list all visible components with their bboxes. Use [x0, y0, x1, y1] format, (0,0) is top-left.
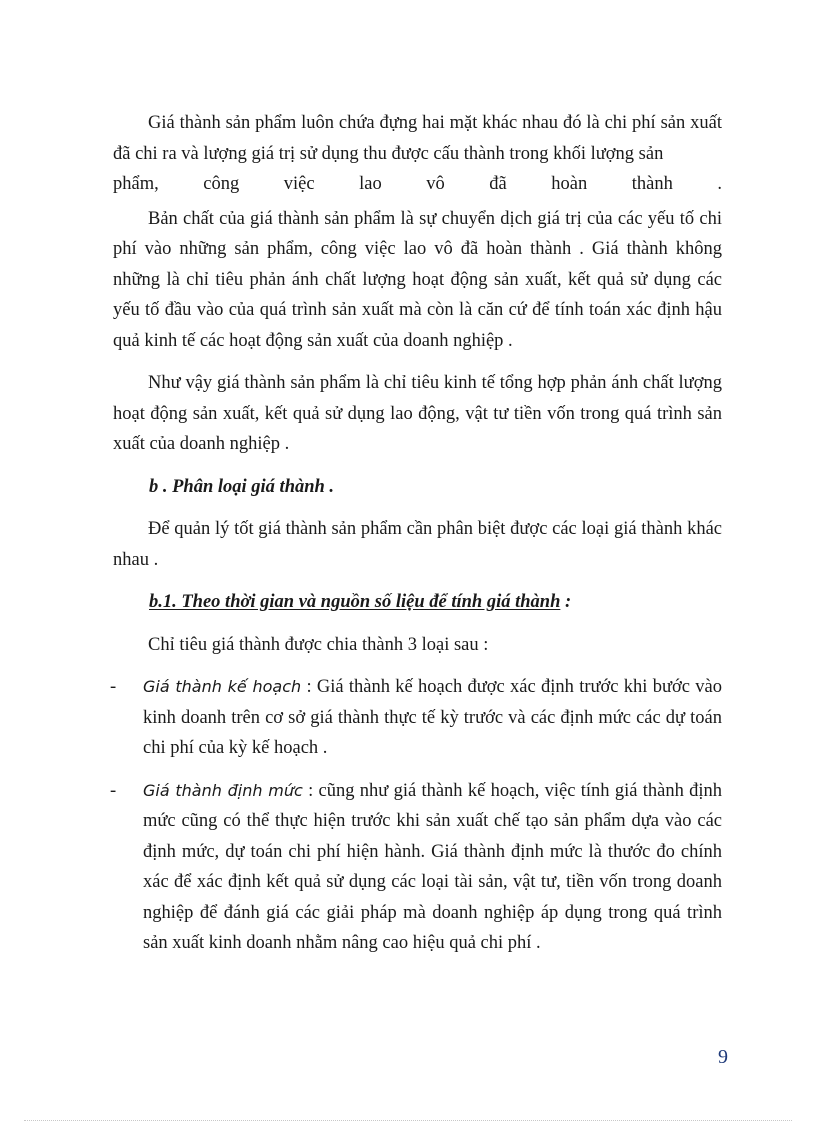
list-item-planned-price [110, 672, 723, 764]
section-heading-b1-colon: : [560, 592, 572, 612]
page-bottom-divider [24, 1120, 792, 1121]
list-item-standard-price [110, 776, 722, 959]
paragraph-price-essence: Bản chất của giá thành sản phẩm là sự chuyển dịch giá trị của các yếu tố chi phí vào những sản phẩm, công việc lao vô đã hoàn thành . Giá thành không những là chỉ tiêu phản ánh chất lượng hoạt động sản xuất, kết quả sử dụng các yếu tố đầu vào của quá trình sản xuất mà còn là căn cứ để tính toán xác định hậu quả kinh tế các hoạt động sản xuất của doanh nghiệp . [113, 208, 722, 351]
term-planned-price: Giá thành kế hoạch [143, 677, 302, 696]
page-content [110, 108, 723, 959]
list-item-text: : Giá thành kế hoạch được xác định trước khi bước vào kinh doanh trên cơ sở giá thành thực tế kỳ trước và các định mức các dự toán chi phí của kỳ kế hoạch . [143, 677, 723, 758]
section-heading-b: b . Phân loại giá thành . [149, 476, 335, 497]
bullet-dash: - [110, 780, 117, 801]
list-item-text: : cũng như giá thành kế hoạch, việc tính giá thành định mức cũng có thể thực hiện trước khi sản xuất chế tạo sản phẩm dựa vào các định mức, dự toán chi phí hiện hành. Giá thành định mức là thước đo chính xác để xác định kết quả sử dụng các loại tài sản, vật tư, tiền vốn trong doanh nghiệp để đánh giá các giải pháp mà doanh nghiệp áp dụng trong quá trình sản xuất kinh doanh nhằm nâng cao hiệu quả chi phí . [143, 780, 722, 953]
paragraph-price-two-aspects: Giá thành sản phẩm luôn chứa đựng hai mặt khác nhau đó là chi phí sản xuất đã chi ra và lượng giá trị sử dụng thu được cấu thành trong khối lượng sản [113, 113, 722, 164]
section-heading-b1-title: b.1. Theo thời gian và nguồn số liệu để tính giá thành [149, 592, 561, 612]
paragraph-price-summary: Như vậy giá thành sản phẩm là chỉ tiêu kinh tế tổng hợp phản ánh chất lượng hoạt động sản xuất, kết quả sử dụng lao động, vật tư tiền vốn trong quá trình sản xuất của doanh nghiệp . [113, 373, 722, 454]
paragraph-three-types: Chỉ tiêu giá thành được chia thành 3 loại sau : [148, 634, 489, 655]
paragraph-classification-intro: Để quản lý tốt giá thành sản phẩm cần phân biệt được các loại giá thành khác nhau . [113, 519, 722, 570]
bullet-dash: - [110, 677, 117, 697]
section-heading-b1 [113, 587, 722, 618]
paragraph-price-two-aspects-end: phẩm, công việc lao vô đã hoàn thành . [113, 174, 722, 194]
page-number: 9 [718, 1046, 728, 1068]
term-standard-price: Giá thành định mức [143, 780, 303, 800]
